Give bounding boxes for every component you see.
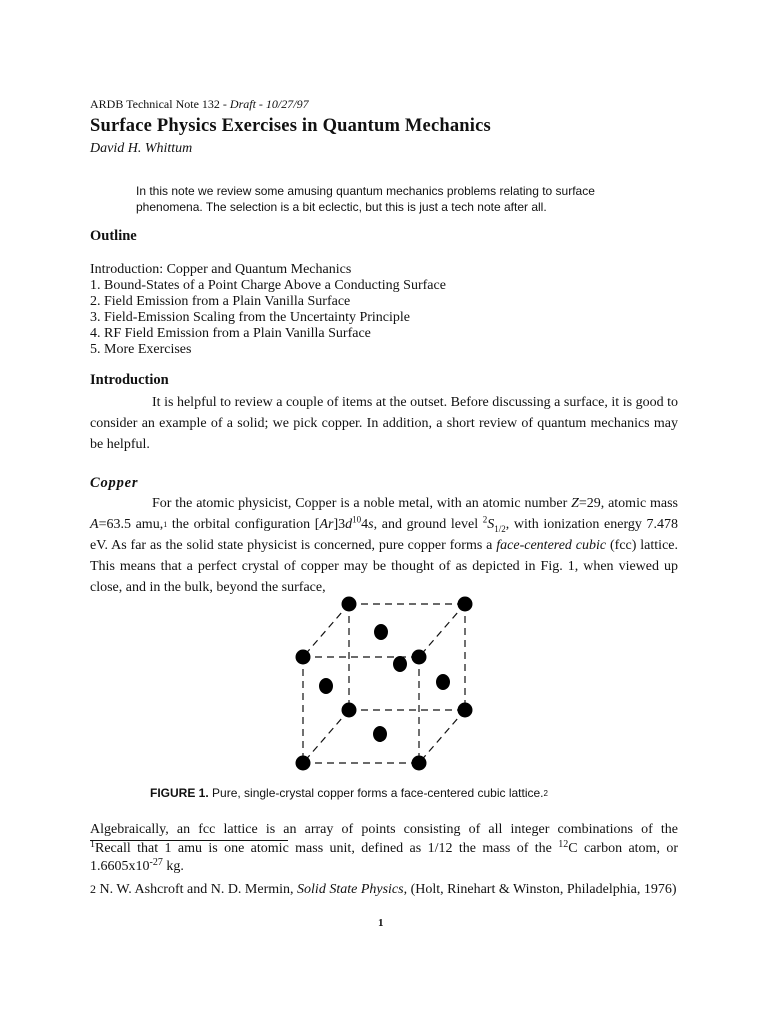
draft-date: Draft - 10/27/97 — [229, 97, 309, 111]
page-number: 1 — [378, 917, 384, 929]
outline-item: 5. More Exercises — [90, 342, 192, 357]
outline-item: 1. Bound-States of a Point Charge Above a Conducting Surface — [90, 278, 446, 293]
face-atom — [374, 624, 388, 640]
corner-atom — [458, 597, 473, 612]
corner-atom — [296, 756, 311, 771]
corner-atom — [342, 703, 357, 718]
abstract: In this note we review some amusing quantum mechanics problems relating to surface phenomena. The selection is a bit eclectic, but this is just a tech note after all. — [136, 184, 595, 214]
outline-item: 4. RF Field Emission from a Plain Vanilla Surface — [90, 326, 371, 341]
header-line — [90, 97, 309, 111]
corner-atom — [296, 650, 311, 665]
figure-label: FIGURE 1. — [150, 786, 209, 800]
face-atom — [436, 674, 450, 690]
outline-heading: Outline — [90, 228, 137, 244]
face-atom — [393, 656, 407, 672]
outline-item: 3. Field-Emission Scaling from the Uncertainty Principle — [90, 310, 410, 325]
algebra-paragraph: Algebraically, an fcc lattice is an array of points consisting of all integer combinations of the — [90, 822, 678, 837]
tech-note-label: ARDB Technical Note 132 - — [90, 97, 230, 111]
footnote-ref-1: 1 — [163, 520, 168, 529]
introduction-paragraph: It is helpful to review a couple of items at the outset. Before discussing a surface, it is good to consider an example of a solid; we pick copper. In addition, a short review of quantum mechanics may be helpful. — [90, 395, 678, 452]
corner-atom — [412, 650, 427, 665]
author: David H. Whittum — [90, 141, 193, 156]
figure-caption: FIGURE 1. Pure, single-crystal copper forms a face-centered cubic lattice.$^2$ — [150, 786, 548, 800]
outline-item: Introduction: Copper and Quantum Mechanics — [90, 262, 352, 277]
outline-item: 2. Field Emission from a Plain Vanilla Surface — [90, 294, 351, 309]
footnote-1: $^1$Recall that 1 amu is one atomic mass unit, defined as 1/12 the mass of the $^{12}$C carbon atom, or $1.6605x10^{-27}$ kg. — [90, 839, 678, 874]
corner-atom — [458, 703, 473, 718]
lattice-atoms — [296, 597, 473, 771]
outline-list — [90, 262, 446, 358]
fcc-lattice-figure — [290, 594, 490, 774]
footnote-2: 2 N. W. Ashcroft and N. D. Mermin, Solid State Physics, (Holt, Rinehart & Winston, Philadelphia, 1976) — [90, 882, 677, 897]
face-atom — [319, 678, 333, 694]
corner-atom — [412, 756, 427, 771]
face-atom — [373, 726, 387, 742]
copper-paragraph: For the atomic physicist, Copper is a noble metal, with an atomic number Z=29, atomic mass A=63.5 amu,1 the orbital configuration $[Ar]3d^{10}4s$, and ground level $^2S_{1/2}$, with ionization energy 7.478 eV. As far as the solid state physicist is concerned, pure copper forms a face-centered cubic (fcc) lattice. This means that a perfect crystal of copper may be thought of as depicted in Fig. 1, when viewed up close, and in the bulk, beyond the surface, — [90, 496, 679, 595]
copper-heading: Copper — [90, 475, 139, 491]
paper-title: Surface Physics Exercises in Quantum Mechanics — [90, 116, 491, 136]
corner-atom — [342, 597, 357, 612]
footnote-ref-2: 2 — [543, 789, 548, 798]
introduction-heading: Introduction — [90, 372, 169, 388]
